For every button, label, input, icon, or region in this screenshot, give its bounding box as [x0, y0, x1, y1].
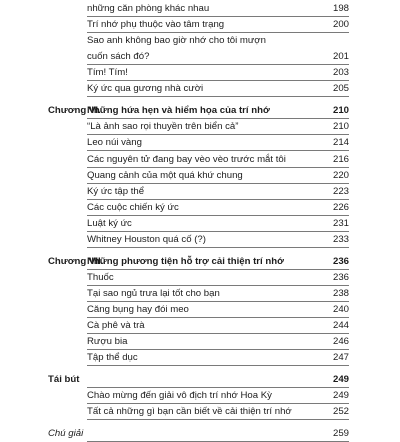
page-number: 231: [332, 217, 349, 229]
page-number: 214: [332, 137, 349, 149]
toc-entry-row: [0, 302, 400, 318]
toc-entry-row: [0, 17, 400, 33]
entry-title: những căn phòng khác nhau: [87, 3, 210, 14]
toc-entry[interactable]: [87, 81, 349, 97]
toc-entry[interactable]: [87, 135, 349, 151]
toc-entry[interactable]: [87, 103, 349, 119]
page-number: 226: [332, 201, 349, 213]
page-number: 238: [332, 287, 349, 299]
toc-entry[interactable]: [87, 200, 349, 216]
toc-entry-row: [0, 216, 400, 232]
page-number: 249: [332, 374, 349, 386]
toc-entry[interactable]: [87, 232, 349, 248]
toc-entry[interactable]: [87, 216, 349, 232]
toc-entry[interactable]: [87, 17, 349, 33]
toc-entry-row: [0, 388, 400, 404]
toc-section-row: [0, 103, 400, 119]
page-number: 244: [332, 320, 349, 331]
toc-entry-row: [0, 1, 400, 17]
toc-entry[interactable]: [87, 426, 349, 442]
toc-entry-row: [0, 334, 400, 350]
entry-title: “Là ảnh sao rọi thuyền trên biển cả”: [87, 121, 239, 133]
toc-entry[interactable]: [87, 372, 349, 388]
page-number: 259: [332, 428, 349, 440]
toc-entry[interactable]: [87, 184, 349, 200]
page-number: 233: [332, 233, 349, 245]
entry-title: Leo núi vàng: [87, 137, 142, 149]
toc-entry-row: [0, 350, 400, 366]
toc-entry[interactable]: [87, 334, 349, 350]
toc-entry[interactable]: [87, 152, 349, 168]
page-number: 205: [332, 83, 349, 95]
page-number: 240: [332, 303, 349, 315]
chapter-label: Tái bút: [48, 374, 80, 386]
page-number: 249: [332, 390, 349, 402]
toc-entry-row: [0, 404, 400, 420]
toc-entry[interactable]: [87, 318, 349, 334]
entry-title: Luật ký ức: [87, 217, 132, 229]
toc-entry-row: [0, 184, 400, 200]
page-number: 252: [332, 406, 349, 418]
page-number: 236: [332, 255, 349, 267]
toc-entry-row: [0, 119, 400, 135]
entry-title: Các nguyên tử đang bay vèo vèo trước mắt tôi: [87, 153, 286, 165]
toc-entry[interactable]: [87, 1, 349, 17]
toc-entry[interactable]: [87, 168, 349, 184]
entry-title: Chào mừng đến giải vô địch trí nhớ Hoa Kỳ: [87, 390, 272, 402]
toc-entry-row: [0, 152, 400, 168]
entry-title: Whitney Houston quá cố (?): [87, 233, 206, 245]
toc-entry[interactable]: [87, 350, 349, 366]
entry-title: Những hứa hẹn và hiểm họa của trí nhớ: [87, 105, 270, 117]
toc-entry-row: [0, 232, 400, 248]
toc-entry-row: [0, 200, 400, 216]
entry-title: Tại sao ngủ trưa lại tốt cho bạn: [87, 287, 220, 299]
toc-entry[interactable]: [87, 302, 349, 318]
toc-entry-row: [0, 65, 400, 81]
entry-title: Ký ức qua gương nhà cười: [87, 83, 204, 95]
toc-entry[interactable]: [87, 388, 349, 404]
chapter-label: Chương VII.: [48, 255, 104, 267]
toc-entry[interactable]: [87, 49, 349, 65]
entry-title: Những phương tiện hỗ trợ cải thiện trí nhớ: [87, 255, 284, 267]
page-number: 247: [332, 352, 349, 364]
entry-title: Sao anh không bao giờ nhớ cho tôi mượn: [87, 35, 266, 47]
entry-title: Quang cảnh của một quá khứ chung: [87, 169, 243, 181]
page-number: 200: [332, 19, 349, 31]
toc-section-row: [0, 426, 400, 442]
entry-title: Thuốc: [87, 271, 114, 283]
toc-entry-row: [0, 135, 400, 151]
page-number: 220: [332, 169, 349, 181]
chapter-label: Chương VI.: [48, 105, 101, 117]
chapter-label: Chú giải: [48, 428, 84, 440]
page-number: 203: [332, 67, 349, 79]
toc-section-row: [0, 372, 400, 388]
toc-entry-row: [0, 318, 400, 334]
page-number: 216: [332, 153, 349, 165]
toc-entry[interactable]: [87, 33, 349, 49]
entry-title: Tất cả những gì bạn cần biết về cải thiện trí nhớ: [87, 406, 292, 418]
toc-entry[interactable]: [87, 270, 349, 286]
toc-entry-row: [0, 81, 400, 97]
toc-entry[interactable]: [87, 254, 349, 270]
page-number: 210: [332, 121, 349, 133]
toc-entry[interactable]: [87, 404, 349, 420]
toc-entry-row: [0, 33, 400, 49]
toc-entry-row: [0, 168, 400, 184]
page-number: 223: [332, 185, 349, 197]
entry-title: Rượu bia: [87, 336, 128, 347]
entry-title: Tím! Tím!: [87, 67, 128, 79]
entry-title: Các cuộc chiến ký ức: [87, 201, 179, 213]
entry-title: Căng bụng hay đói meo: [87, 303, 189, 315]
toc-entry-row: [0, 286, 400, 302]
page-number: 246: [332, 336, 349, 347]
entry-title: Ký ức tập thể: [87, 185, 145, 197]
toc-entry[interactable]: [87, 119, 349, 135]
page-number: 210: [332, 105, 349, 117]
page-number: 236: [332, 271, 349, 283]
toc-entry-row: [0, 49, 400, 65]
entry-title: cuốn sách đó?: [87, 51, 150, 63]
toc-entry[interactable]: [87, 65, 349, 81]
toc-entry[interactable]: [87, 286, 349, 302]
entry-title: Tập thể dục: [87, 352, 138, 364]
page-number: 201: [332, 51, 349, 63]
entry-title: Cà phê và trà: [87, 320, 145, 331]
toc-entry-row: [0, 270, 400, 286]
page-number: 198: [332, 3, 349, 14]
entry-title: Trí nhớ phụ thuộc vào tâm trạng: [87, 19, 225, 31]
toc-section-row: [0, 254, 400, 270]
